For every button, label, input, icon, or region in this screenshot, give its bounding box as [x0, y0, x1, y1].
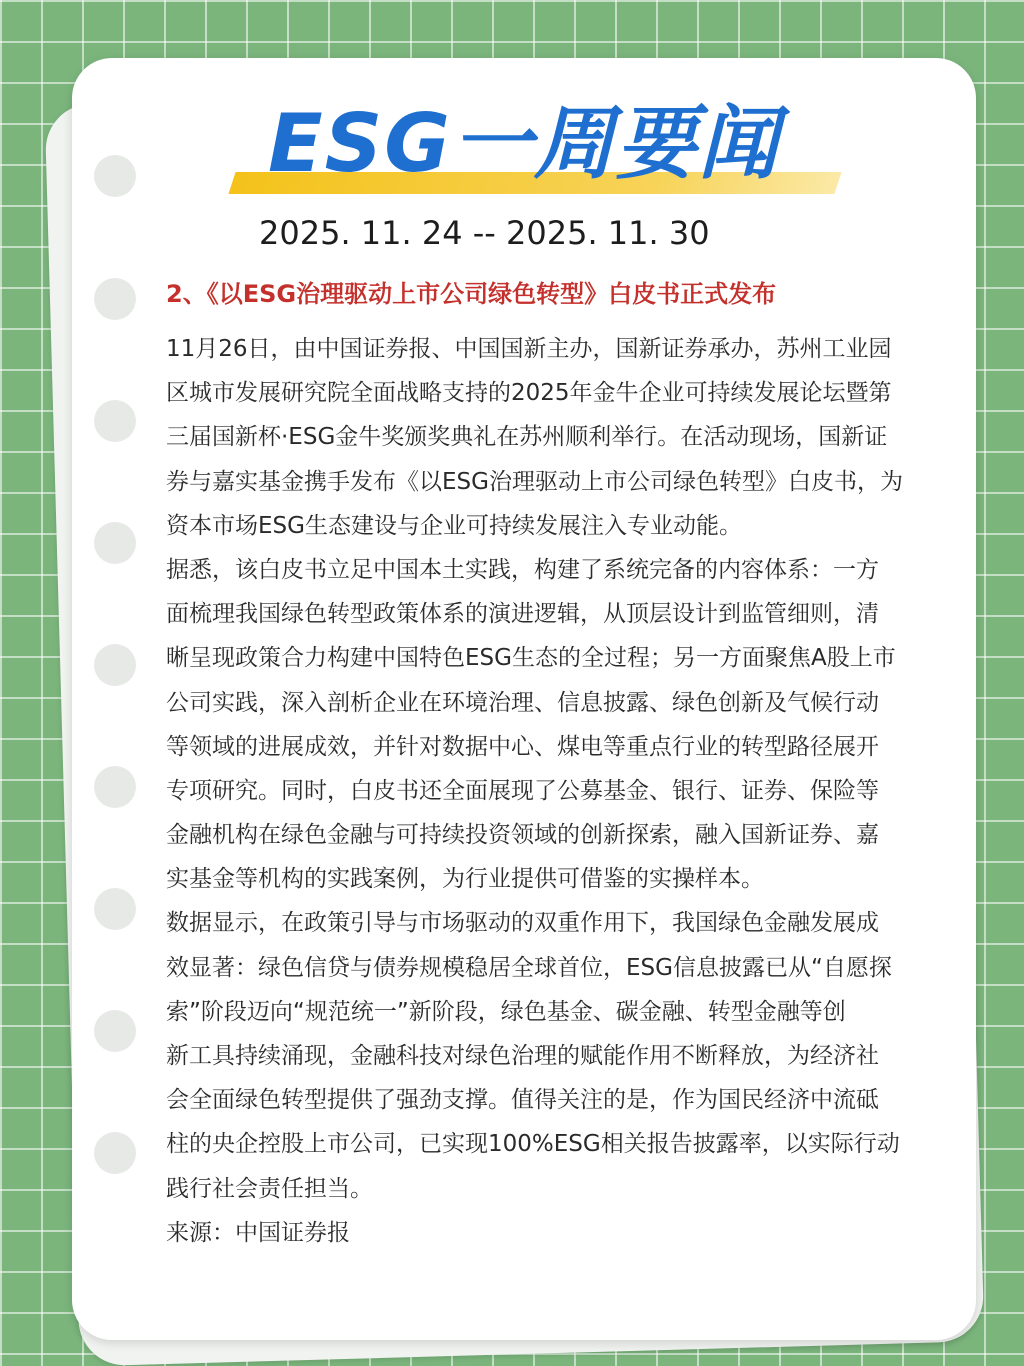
- article-body: [166, 327, 956, 1255]
- body-line: 面梳理我国绿色转型政策体系的演进逻辑，从顶层设计到监管细则，清: [166, 601, 879, 628]
- body-line: 索”阶段迈向“规范统一”新阶段，绿色基金、碳金融、转型金融等创: [166, 998, 846, 1025]
- body-line: 实基金等机构的实践案例，为行业提供可借鉴的实操样本。: [166, 866, 764, 893]
- body-line: 晰呈现政策合力构建中国特色ESG生态的全过程；另一方面聚焦A股上市: [166, 645, 896, 672]
- body-line: 金融机构在绿色金融与可持续投资领域的创新探索，融入国新证券、嘉: [166, 822, 879, 849]
- body-line: 券与嘉实基金携手发布《以ESG治理驱动上市公司绿色转型》白皮书，为: [166, 468, 903, 495]
- body-line: 数据显示，在政策引导与市场驱动的双重作用下，我国绿色金融发展成: [166, 910, 879, 937]
- binder-hole: [94, 1010, 136, 1052]
- article-headline: 2、《以ESG治理驱动上市公司绿色转型》白皮书正式发布: [166, 280, 777, 308]
- binder-hole: [94, 1132, 136, 1174]
- body-line: 资本市场ESG生态建设与企业可持续发展注入专业动能。: [166, 512, 742, 539]
- page-title: ESG一周要闻: [268, 97, 780, 190]
- binder-hole: [94, 155, 136, 197]
- binder-hole: [94, 766, 136, 808]
- body-line: 11月26日，由中国证券报、中国国新主办，国新证券承办，苏州工业园: [166, 336, 892, 362]
- binder-hole: [94, 522, 136, 564]
- body-line: 区城市发展研究院全面战略支持的2025年金牛企业可持续发展论坛暨第: [166, 380, 892, 407]
- binder-hole: [94, 400, 136, 442]
- body-line: 会全面绿色转型提供了强劲支撑。值得关注的是，作为国民经济中流砥: [166, 1087, 879, 1114]
- binder-hole: [94, 644, 136, 686]
- body-line: 践行社会责任担当。: [166, 1175, 373, 1202]
- body-line: 等领域的进展成效，并针对数据中心、煤电等重点行业的转型路径展开: [166, 733, 879, 760]
- binder-hole: [94, 888, 136, 930]
- source-line: 来源：中国证券报: [166, 1219, 350, 1246]
- body-line: 效显著：绿色信贷与债券规模稳居全球首位，ESG信息披露已从“自愿探: [166, 954, 892, 981]
- body-line: 新工具持续涌现，金融科技对绿色治理的赋能作用不断释放，为经济社: [166, 1043, 879, 1069]
- binder-hole: [94, 278, 136, 320]
- date-range: 2025. 11. 24 -- 2025. 11. 30: [259, 214, 710, 252]
- title-block: [222, 94, 842, 204]
- body-line: 三届国新杯·ESG金牛奖颁奖典礼在苏州顺利举行。在活动现场，国新证: [166, 424, 888, 451]
- body-line: 据悉，该白皮书立足中国本土实践，构建了系统完备的内容体系：一方: [166, 556, 879, 583]
- body-line: 柱的央企控股上市公司，已实现100%ESG相关报告披露率，以实际行动: [166, 1131, 900, 1158]
- body-line: 专项研究。同时，白皮书还全面展现了公募基金、银行、证券、保险等: [166, 777, 879, 804]
- body-line: 公司实践，深入剖析企业在环境治理、信息披露、绿色创新及气候行动: [166, 689, 879, 716]
